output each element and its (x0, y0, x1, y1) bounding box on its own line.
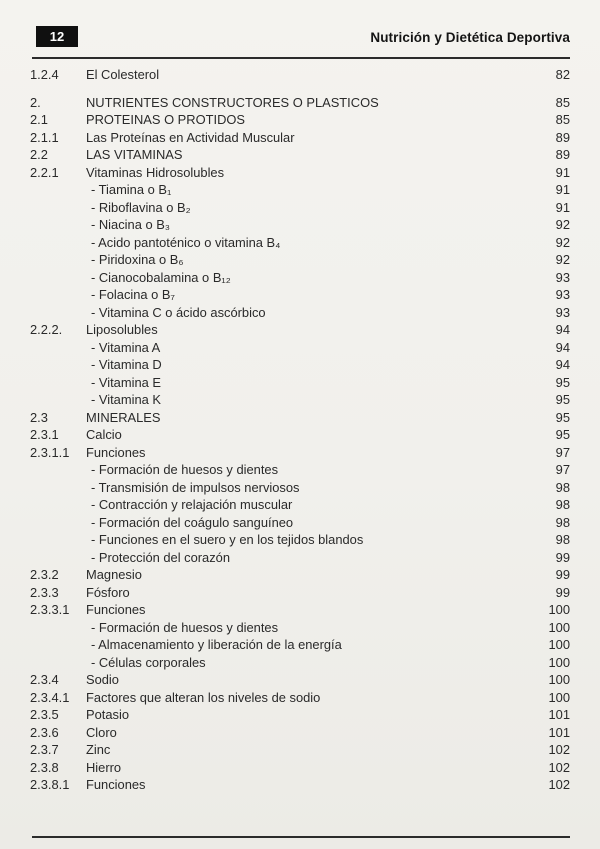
toc-row (30, 671, 570, 689)
toc-entry-number: 2.1.1 (30, 129, 59, 145)
toc-row (30, 426, 570, 444)
toc-row (30, 374, 570, 392)
toc-entry-number: 2.3.6 (30, 724, 59, 740)
toc-entry-number: 2.3.3 (30, 584, 59, 600)
toc-row (30, 216, 570, 234)
toc-entry-page: 94 (555, 339, 570, 355)
toc-entry-title: Sodio (86, 672, 119, 687)
toc-entry-title: Funciones (86, 777, 146, 792)
toc-entry-page: 85 (555, 112, 570, 127)
toc-entry-title: - Acido pantoténico o vitamina B₄ (91, 234, 281, 250)
toc-row (30, 304, 570, 322)
toc-entry-title: Vitaminas Hidrosolubles (86, 164, 225, 180)
toc-entry-title: - Piridoxina o B₆ (91, 252, 184, 267)
toc-row (30, 391, 570, 409)
header-rule (32, 57, 570, 59)
toc-entry-number: 2.2.2. (30, 322, 63, 337)
toc-entry-title: - Formación del coágulo sanguíneo (91, 514, 294, 530)
toc-entry-number: 2.3.4 (30, 672, 59, 687)
toc-entry-page: 100 (548, 672, 570, 687)
toc-entry-title: - Vitamina D (91, 357, 162, 372)
toc-entry-page: 89 (555, 129, 570, 145)
toc-entry-page: 100 (548, 602, 570, 617)
toc-row (30, 181, 570, 199)
toc-row (30, 601, 570, 619)
toc-entry-title: - Riboflavina o B₂ (91, 199, 191, 215)
toc-row (30, 444, 570, 462)
toc-row (30, 496, 570, 514)
toc-entry-page: 92 (555, 234, 570, 250)
toc-row (30, 531, 570, 549)
toc-entry-page: 92 (555, 217, 570, 232)
footer-rule (32, 836, 570, 838)
toc-entry-title: - Vitamina C o ácido ascórbico (91, 304, 266, 320)
toc-entry-number: 2.3.8.1 (30, 777, 70, 792)
toc-entry-number: 2.2 (30, 147, 48, 162)
toc-entry-page: 100 (548, 619, 570, 635)
toc-row (30, 566, 570, 584)
toc-row (30, 251, 570, 269)
toc-row (30, 549, 570, 567)
toc-entry-title: - Transmisión de impulsos nerviosos (91, 479, 300, 495)
toc-entry-title: - Células corporales (91, 654, 206, 670)
toc-entry-title: MINERALES (86, 409, 161, 425)
toc-entry-page: 89 (555, 147, 570, 162)
toc-entry-title: Factores que alteran los niveles de sodio (86, 689, 321, 705)
toc-entry-page: 82 (555, 67, 570, 82)
toc-row (30, 759, 570, 777)
toc-entry-title: - Funciones en el suero y en los tejidos blandos (91, 532, 364, 547)
toc-row (30, 479, 570, 497)
toc-entry-page: 85 (555, 94, 570, 110)
toc-entry-page: 102 (548, 759, 570, 775)
toc-entry-title: Hierro (86, 759, 122, 775)
toc-entry-page: 93 (555, 287, 570, 302)
toc-entry-title: - Vitamina E (91, 374, 161, 390)
page-number: 12 (49, 29, 65, 44)
toc-entry-title: Funciones (86, 602, 146, 617)
toc-row (30, 234, 570, 252)
toc-row (30, 741, 570, 759)
toc-entry-page: 91 (555, 164, 570, 180)
toc-entry-title: PROTEINAS O PROTIDOS (86, 112, 246, 127)
toc-entry-page: 95 (555, 427, 570, 442)
toc-entry-title: Cloro (86, 724, 117, 740)
toc-entry-title: - Vitamina A (91, 339, 161, 355)
toc-entry-number: 2. (30, 94, 41, 110)
toc-entry-page: 94 (555, 322, 570, 337)
toc-entry-number: 2.3.1.1 (30, 444, 70, 460)
toc-entry-number: 1.2.4 (30, 67, 59, 82)
toc-entry-page: 100 (548, 689, 570, 705)
toc-entry-title: - Protección del corazón (91, 549, 231, 565)
toc-row (30, 514, 570, 532)
toc-row (30, 129, 570, 147)
toc-entry-title: - Contracción y relajación muscular (91, 497, 293, 512)
toc-list (30, 66, 570, 794)
toc-entry-page: 95 (555, 409, 570, 425)
toc-entry-page: 102 (548, 777, 570, 792)
page-header (32, 26, 570, 50)
toc-entry-page: 101 (548, 724, 570, 740)
toc-row (30, 619, 570, 637)
toc-row (30, 269, 570, 287)
toc-entry-title: Calcio (86, 427, 122, 442)
toc-entry-number: 2.3.1 (30, 427, 59, 442)
toc-entry-page: 100 (548, 654, 570, 670)
toc-entry-page: 97 (555, 462, 570, 477)
toc-row (30, 409, 570, 427)
toc-entry-page: 99 (555, 567, 570, 582)
toc-entry-title: Las Proteínas en Actividad Muscular (86, 129, 295, 145)
toc-entry-number: 2.3.8 (30, 759, 59, 775)
toc-row (30, 636, 570, 654)
toc-row (30, 94, 570, 112)
toc-row (30, 286, 570, 304)
toc-entry-page: 91 (555, 182, 570, 197)
toc-row (30, 776, 570, 794)
toc-entry-page: 97 (555, 444, 570, 460)
toc-entry-title: Liposolubles (86, 322, 158, 337)
toc-entry-page: 101 (548, 707, 570, 722)
toc-entry-title: Fósforo (86, 584, 130, 600)
toc-row (30, 199, 570, 217)
toc-entry-title: Potasio (86, 707, 129, 722)
toc-entry-number: 2.3.5 (30, 707, 59, 722)
toc-row (30, 724, 570, 742)
toc-row (30, 356, 570, 374)
toc-entry-title: Magnesio (86, 567, 142, 582)
toc-entry-title: - Formación de huesos y dientes (91, 619, 279, 635)
toc-row (30, 584, 570, 602)
toc-row (30, 146, 570, 164)
toc-entry-page: 102 (548, 742, 570, 757)
toc-entry-page: 95 (555, 374, 570, 390)
toc-entry-page: 100 (548, 637, 570, 652)
toc-row (30, 66, 570, 84)
toc-row (30, 654, 570, 672)
toc-entry-title: - Vitamina K (91, 392, 161, 407)
toc-entry-title: El Colesterol (86, 67, 160, 82)
toc-entry-page: 98 (555, 532, 570, 547)
page-number-badge (36, 26, 78, 47)
toc-row (30, 339, 570, 357)
toc-entry-number: 2.1 (30, 112, 48, 127)
toc-entry-page: 99 (555, 584, 570, 600)
toc-entry-page: 93 (555, 269, 570, 285)
toc-entry-title: - Niacina o B₃ (91, 217, 171, 232)
toc-row (30, 461, 570, 479)
toc-entry-number: 2.2.1 (30, 164, 59, 180)
toc-entry-title: Zinc (86, 742, 111, 757)
toc-entry-title: - Tiamina o B₁ (91, 182, 172, 197)
book-title: Nutrición y Dietética Deportiva (370, 30, 570, 45)
toc-entry-number: 2.3.7 (30, 742, 59, 757)
toc-entry-page: 91 (555, 199, 570, 215)
toc-entry-title: - Formación de huesos y dientes (91, 462, 279, 477)
toc-entry-number: 2.3.3.1 (30, 602, 70, 617)
toc-entry-page: 98 (555, 497, 570, 512)
toc-row (30, 111, 570, 129)
toc-entry-page: 98 (555, 479, 570, 495)
toc-entry-page: 92 (555, 252, 570, 267)
toc-entry-title: Funciones (86, 444, 146, 460)
toc-entry-page: 95 (555, 392, 570, 407)
toc-entry-title: - Folacina o B₇ (91, 287, 175, 302)
toc-row (30, 164, 570, 182)
toc-entry-number: 2.3.2 (30, 567, 59, 582)
toc-entry-page: 99 (555, 549, 570, 565)
toc-entry-page: 94 (555, 357, 570, 372)
toc-entry-title: - Almacenamiento y liberación de la energía (91, 637, 342, 652)
toc-row (30, 706, 570, 724)
toc-entry-number: 2.3 (30, 409, 48, 425)
toc-entry-title: NUTRIENTES CONSTRUCTORES O PLASTICOS (86, 94, 379, 110)
toc-entry-number: 2.3.4.1 (30, 689, 70, 705)
toc-row (30, 321, 570, 339)
toc-entry-title: - Cianocobalamina o B₁₂ (91, 269, 231, 285)
toc-entry-page: 93 (555, 304, 570, 320)
toc-entry-title: LAS VITAMINAS (86, 147, 183, 162)
toc-entry-page: 98 (555, 514, 570, 530)
toc-row (30, 689, 570, 707)
